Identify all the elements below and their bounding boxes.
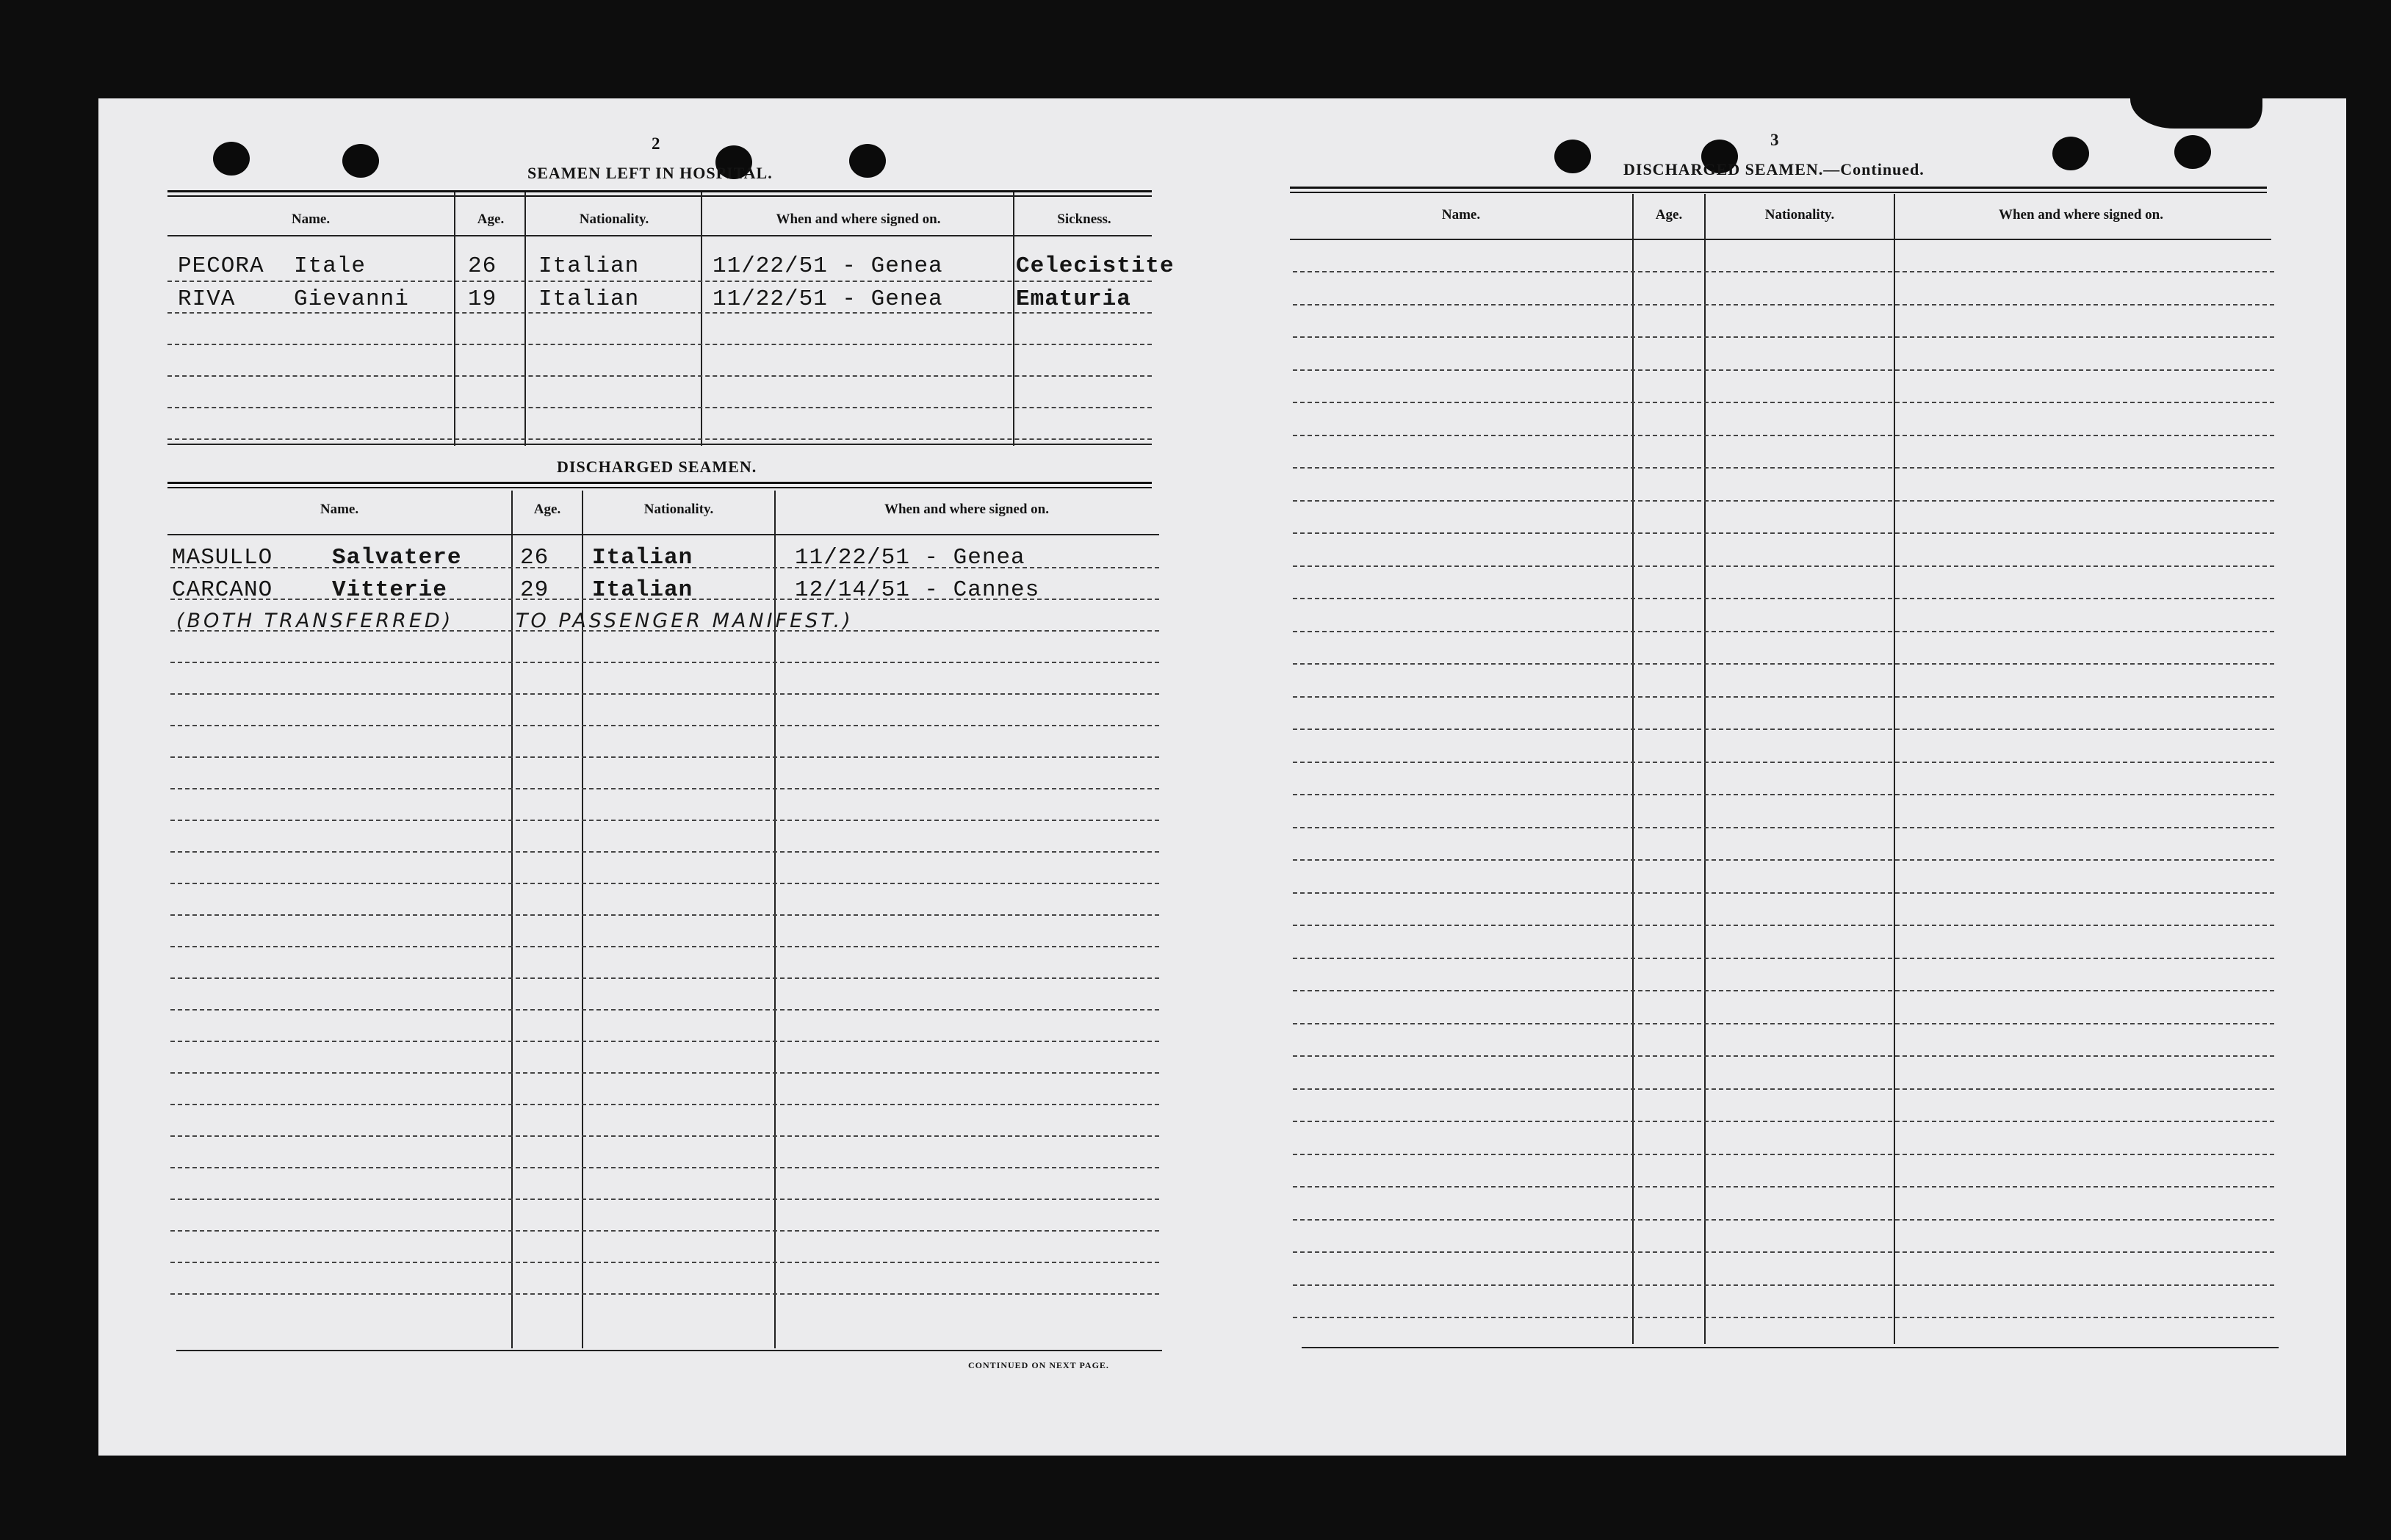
discharged-row-1-signed-on: 11/22/51 - Genea xyxy=(795,545,1025,571)
ruled-line xyxy=(1293,1186,2274,1187)
ruled-line xyxy=(170,1262,1159,1263)
hospital-row-line xyxy=(167,375,1152,377)
ruled-line xyxy=(170,1293,1159,1295)
ruled-line xyxy=(170,693,1159,695)
ruled-line xyxy=(1293,827,2274,828)
hospital-row-2-nationality: Italian xyxy=(538,286,640,312)
ruled-line xyxy=(1293,1317,2274,1318)
ruled-line xyxy=(1293,958,2274,959)
discharged-header-signed-on: When and where signed on. xyxy=(884,502,1049,517)
hospital-row-1-given: Itale xyxy=(294,253,367,279)
punch-hole xyxy=(2174,135,2211,169)
ruled-line xyxy=(170,883,1159,884)
handwritten-note-part1: (BOTH TRANSFERRED) xyxy=(176,610,454,632)
ruled-line xyxy=(170,1009,1159,1011)
hospital-top-rule xyxy=(167,190,1152,197)
right-col-divider xyxy=(1894,194,1895,1344)
right-section-title: DISCHARGED SEAMEN.—Continued. xyxy=(1623,160,1925,178)
discharged-row-1-nationality: Italian xyxy=(592,545,693,571)
hospital-header-sickness: Sickness. xyxy=(1057,212,1111,227)
discharged-header-nationality: Nationality. xyxy=(643,502,714,517)
discharged-top-rule xyxy=(167,482,1152,488)
ruled-line xyxy=(1293,435,2274,436)
discharged-row-2-surname: CARCANO xyxy=(172,577,273,603)
ruled-line xyxy=(1293,336,2274,338)
hospital-row-1-nationality: Italian xyxy=(538,253,640,279)
discharged-row-2-signed-on: 12/14/51 - Cannes xyxy=(795,577,1040,603)
hospital-row-line xyxy=(167,312,1152,314)
ruled-line xyxy=(170,1135,1159,1137)
ruled-line xyxy=(1293,1055,2274,1057)
continued-footer: CONTINUED ON NEXT PAGE. xyxy=(968,1360,1109,1370)
punch-hole xyxy=(213,142,250,176)
ruled-line xyxy=(170,1041,1159,1042)
hospital-header-rule xyxy=(167,235,1152,236)
ruled-line xyxy=(170,662,1159,663)
hospital-header-nationality: Nationality. xyxy=(579,212,649,227)
right-bottom-rule xyxy=(1302,1347,2279,1348)
discharged-row-1-age: 26 xyxy=(520,545,549,571)
discharged-row-2-given: Vitterie xyxy=(332,577,447,603)
ruled-line xyxy=(1293,532,2274,534)
punch-hole xyxy=(1554,140,1591,173)
discharged-header-name: Name. xyxy=(320,502,359,517)
left-bottom-rule xyxy=(176,1350,1162,1351)
hospital-bottom-rule xyxy=(167,444,1152,445)
ruled-line xyxy=(170,1104,1159,1105)
ruled-line xyxy=(1293,1088,2274,1090)
discharged-col-divider xyxy=(511,491,513,1348)
ruled-line xyxy=(170,851,1159,853)
right-col-divider xyxy=(1704,194,1706,1344)
ruled-line xyxy=(1293,467,2274,469)
ruled-line xyxy=(1293,859,2274,861)
ruled-line xyxy=(1293,794,2274,795)
ruled-line xyxy=(170,977,1159,979)
ruled-line xyxy=(170,1199,1159,1200)
hospital-section-title: SEAMEN LEFT IN HOSPITAL. xyxy=(527,164,773,182)
hospital-row-1-age: 26 xyxy=(468,253,497,279)
hospital-row-line xyxy=(167,281,1152,282)
hospital-row-2-sickness: Ematuria xyxy=(1016,286,1131,312)
hospital-header-signed-on: When and where signed on. xyxy=(776,212,941,227)
ruled-line xyxy=(170,820,1159,821)
ruled-line xyxy=(1293,1284,2274,1286)
ruled-line xyxy=(170,1167,1159,1168)
hospital-row-1-surname: PECORA xyxy=(178,253,264,279)
ruled-line xyxy=(1293,598,2274,599)
ruled-line xyxy=(1293,990,2274,991)
ruled-line xyxy=(1293,631,2274,632)
discharged-header-rule xyxy=(167,534,1159,535)
ruled-line xyxy=(1293,696,2274,698)
discharged-row-1-surname: MASULLO xyxy=(172,545,273,571)
hospital-header-name: Name. xyxy=(291,212,331,227)
ruled-line xyxy=(1293,565,2274,567)
discharged-row-2-nationality: Italian xyxy=(592,577,693,603)
hospital-row-line xyxy=(167,438,1152,440)
handwritten-note-part2: TO PASSENGER MANIFEST.) xyxy=(516,610,854,632)
ruled-line xyxy=(170,788,1159,789)
discharged-row-1-given: Salvatere xyxy=(332,545,462,571)
punch-hole xyxy=(2052,137,2089,170)
ruled-line xyxy=(1293,762,2274,763)
discharged-section-title: DISCHARGED SEAMEN. xyxy=(557,458,757,476)
ruled-line xyxy=(1293,729,2274,730)
hospital-row-2-given: Gievanni xyxy=(294,286,409,312)
hospital-row-1-sickness: Celecistite xyxy=(1016,253,1175,279)
punch-hole xyxy=(849,144,886,178)
ruled-line xyxy=(1293,271,2274,272)
torn-corner xyxy=(2130,88,2262,129)
hospital-row-2-surname: RIVA xyxy=(178,286,236,312)
right-header-name: Name. xyxy=(1441,207,1481,223)
discharged-header-age: Age. xyxy=(533,502,561,517)
punch-hole xyxy=(342,144,379,178)
ruled-line xyxy=(170,914,1159,916)
ruled-line xyxy=(170,756,1159,758)
right-header-nationality: Nationality. xyxy=(1764,207,1835,223)
right-col-divider xyxy=(1632,194,1634,1344)
ruled-line xyxy=(1293,1121,2274,1122)
right-top-rule xyxy=(1290,187,2267,193)
ruled-line xyxy=(170,946,1159,947)
right-page-number: 3 xyxy=(1770,131,1779,149)
ruled-line xyxy=(1293,500,2274,502)
ruled-line xyxy=(1293,1251,2274,1253)
right-header-rule xyxy=(1290,239,2271,240)
ruled-line xyxy=(170,1072,1159,1074)
ruled-line xyxy=(1293,304,2274,306)
hospital-row-line xyxy=(167,344,1152,345)
ruled-line xyxy=(170,1230,1159,1232)
hospital-header-age: Age. xyxy=(477,212,505,227)
hospital-row-line xyxy=(167,407,1152,408)
ruled-line xyxy=(1293,892,2274,894)
ruled-line xyxy=(1293,1219,2274,1221)
ruled-line xyxy=(1293,925,2274,926)
ruled-line xyxy=(1293,663,2274,665)
hospital-row-2-signed-on: 11/22/51 - Genea xyxy=(713,286,943,312)
hospital-row-1-signed-on: 11/22/51 - Genea xyxy=(713,253,943,279)
hospital-row-2-age: 19 xyxy=(468,286,497,312)
right-header-signed-on: When and where signed on. xyxy=(1998,207,2163,223)
discharged-row-2-age: 29 xyxy=(520,577,549,603)
ruled-line xyxy=(1293,369,2274,371)
ruled-line xyxy=(1293,1023,2274,1024)
ruled-line xyxy=(1293,1154,2274,1155)
ruled-line xyxy=(170,725,1159,726)
right-header-age: Age. xyxy=(1655,207,1683,223)
left-page-number: 2 xyxy=(652,134,660,153)
ruled-line xyxy=(1293,402,2274,403)
